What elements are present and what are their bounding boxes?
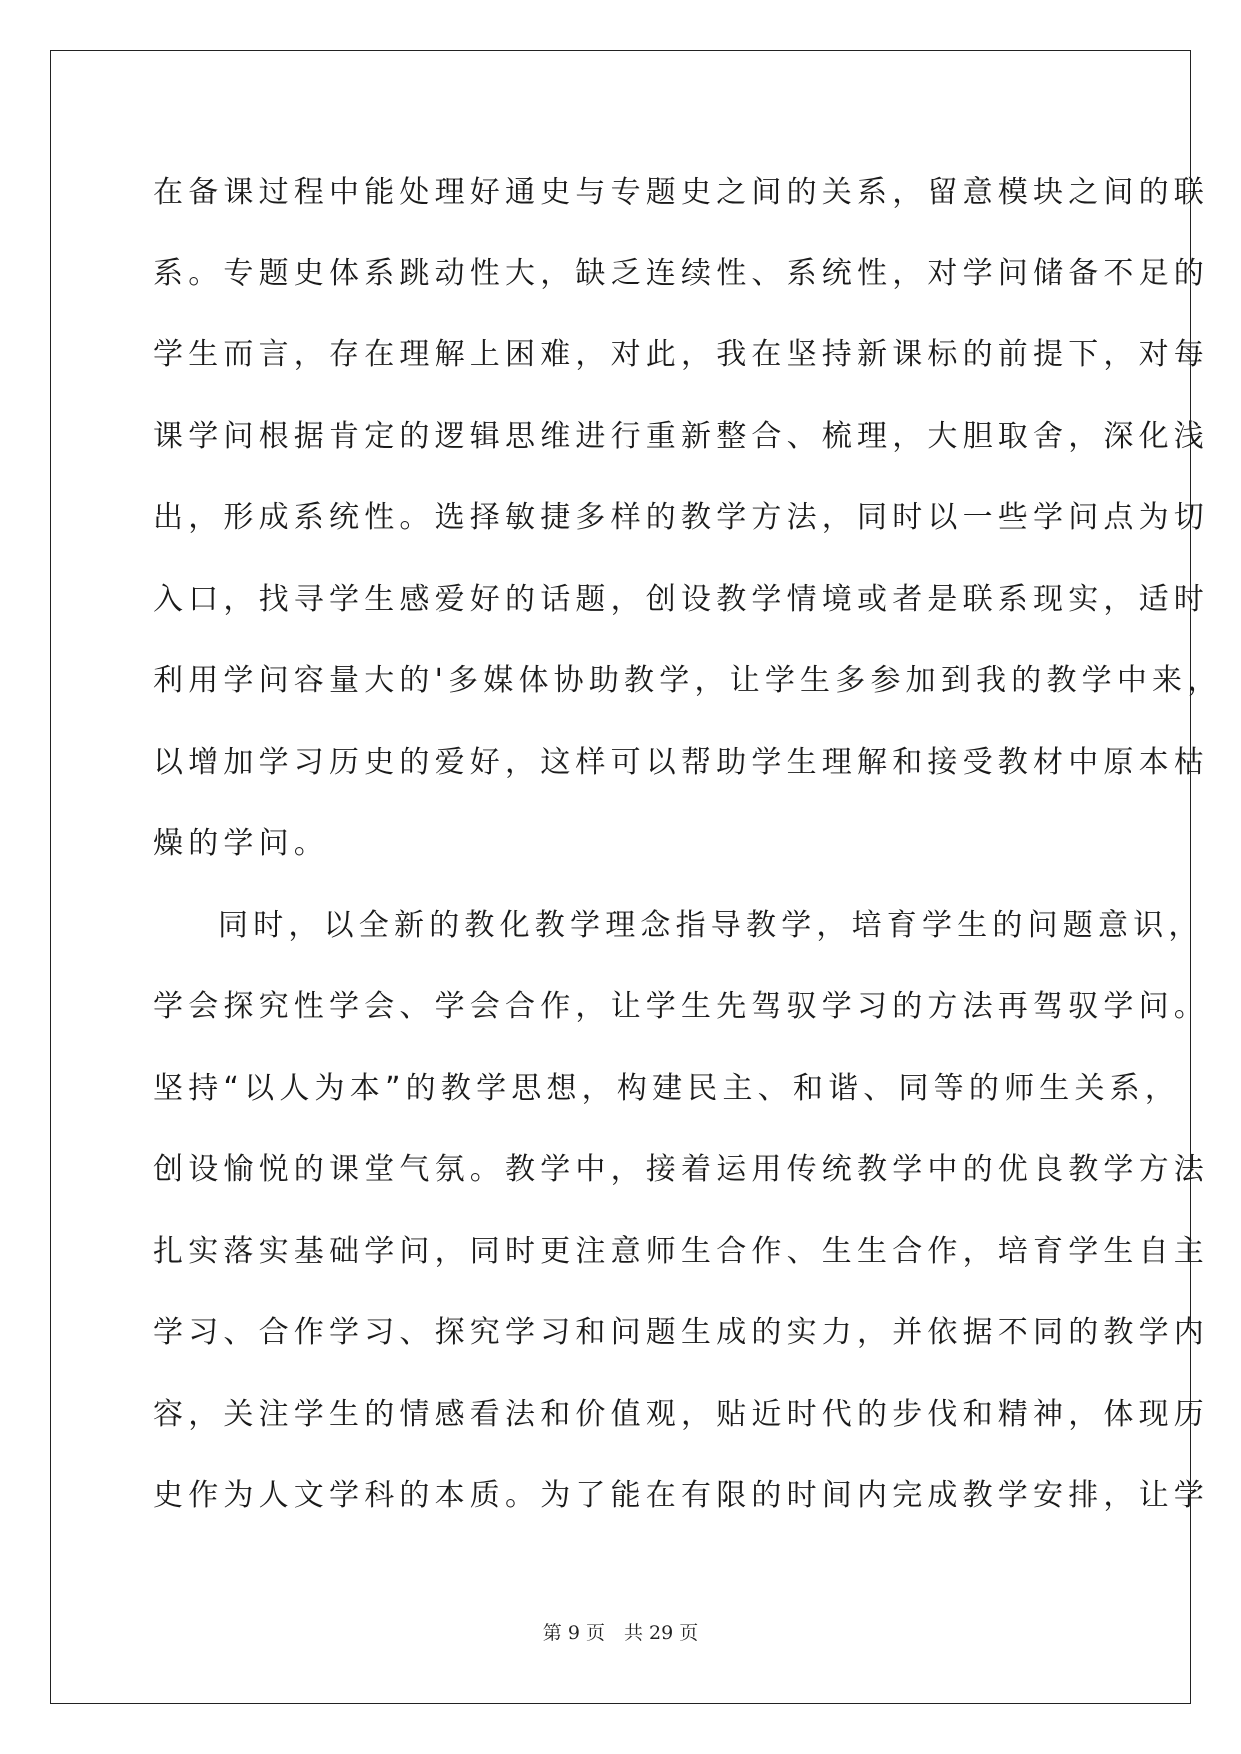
page-number-footer: 第 9 页 共 29 页: [542, 1622, 699, 1644]
body-text-line: 系。专题史体系跳动性大，缺乏连续性、系统性，对学问储备不足的: [153, 256, 1209, 291]
body-text-line: 以增加学习历史的爱好，这样可以帮助学生理解和接受教材中原本枯: [153, 745, 1209, 780]
body-text-line: 容，关注学生的情感看法和价值观，贴近时代的步伐和精神，体现历: [153, 1397, 1209, 1432]
body-text-line: 史作为人文学科的本质。为了能在有限的时间内完成教学安排，让学: [153, 1478, 1209, 1513]
body-text-line: 创设愉悦的课堂气氛。教学中，接着运用传统教学中的优良教学方法: [153, 1152, 1209, 1187]
body-text-line: 在备课过程中能处理好通史与专题史之间的关系，留意模块之间的联: [153, 175, 1209, 210]
body-text-line: 学习、合作学习、探究学习和问题生成的实力，并依据不同的教学内: [153, 1315, 1209, 1350]
body-text-line: 课学问根据肯定的逻辑思维进行重新整合、梳理，大胆取舍，深化浅: [153, 419, 1209, 454]
body-text-line: 出，形成系统性。选择敏捷多样的教学方法，同时以一些学问点为切: [153, 500, 1209, 535]
body-text-line: 学生而言，存在理解上困难，对此，我在坚持新课标的前提下，对每: [153, 337, 1209, 372]
body-text-line: 燥的学问。: [153, 826, 329, 861]
body-text-line: 坚持“以人为本”的教学思想，构建民主、和谐、同等的师生关系，: [153, 1071, 1181, 1106]
page-border: [50, 50, 1223, 1704]
body-text-line: 入口，找寻学生感爱好的话题，创设教学情境或者是联系现实，适时: [153, 582, 1209, 617]
body-text-line: 学会探究性学会、学会合作，让学生先驾驭学习的方法再驾驭学问。: [153, 989, 1209, 1024]
paragraph-first-line: 同时，以全新的教化教学理念指导教学，培育学生的问题意识，: [218, 908, 1204, 943]
body-text-line: 扎实落实基础学问，同时更注意师生合作、生生合作，培育学生自主: [153, 1234, 1209, 1269]
body-text-line: 利用学问容量大的'多媒体协助教学，让学生多参加到我的教学中来，: [153, 663, 1223, 698]
